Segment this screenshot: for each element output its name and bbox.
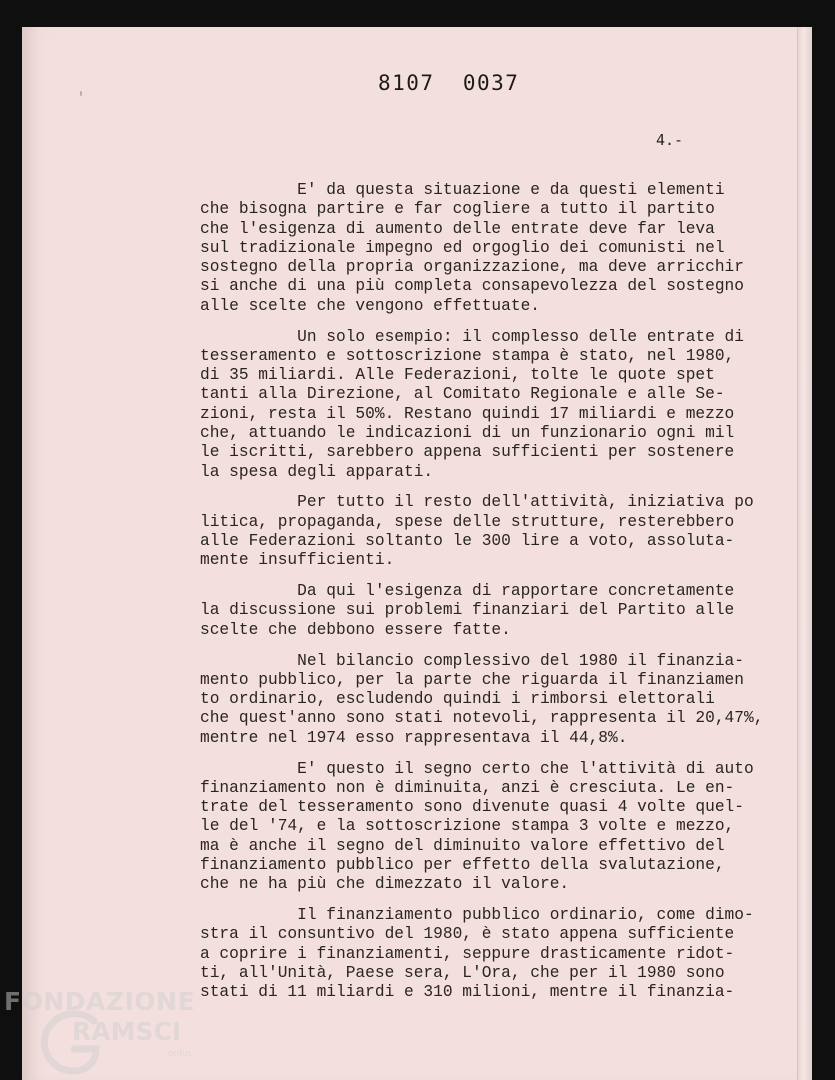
text-line: scelte che debbono essere fatte. bbox=[200, 620, 511, 639]
text-line: ma è anche il segno del diminuito valore effettivo del bbox=[200, 836, 725, 855]
text-line: trate del tesseramento sono divenute quasi 4 volte quel- bbox=[200, 798, 744, 817]
paper-mark bbox=[80, 91, 82, 96]
document-number: 8107 0037 bbox=[378, 71, 520, 95]
paragraph bbox=[200, 652, 800, 748]
watermark-subtitle: RAMSCI bbox=[72, 1017, 182, 1046]
text-line: alle Federazioni soltanto le 300 lire a voto, assoluta- bbox=[200, 532, 735, 551]
text-line: le del '74, e la sottoscrizione stampa 3 volte e mezzo, bbox=[200, 817, 735, 836]
paragraph bbox=[200, 181, 800, 316]
text-line: litica, propaganda, spese delle strutture, resterebbero bbox=[200, 512, 735, 531]
paragraph bbox=[200, 906, 800, 1002]
page-number: 4.- bbox=[656, 131, 684, 149]
paragraph bbox=[200, 760, 800, 895]
body-text bbox=[200, 181, 800, 1014]
text-line: la spesa degli apparati. bbox=[200, 462, 434, 481]
text-line: che bisogna partire e far cogliere a tutto il partito bbox=[200, 200, 715, 219]
text-line: si anche di una più completa consapevolezza del sostegno bbox=[200, 277, 744, 296]
text-line: di 35 miliardi. Alle Federazioni, tolte le quote spet bbox=[200, 366, 715, 385]
text-line: E' da questa situazione e da questi elementi bbox=[200, 181, 725, 199]
text-line: sul tradizionale impegno ed orgoglio dei comunisti nel bbox=[200, 238, 725, 257]
text-line: Un solo esempio: il complesso delle entrate di bbox=[200, 327, 744, 346]
text-line: che quest'anno sono stati notevoli, rappresenta il 20,47%, bbox=[200, 709, 764, 728]
text-line: mentre nel 1974 esso rappresentava il 44,8%. bbox=[200, 728, 628, 747]
text-line: mento pubblico, per la parte che riguarda il finanziamen bbox=[200, 670, 744, 689]
text-line: che l'esigenza di aumento delle entrate deve far leva bbox=[200, 219, 715, 238]
watermark-title: FONDAZIONE bbox=[4, 987, 196, 1016]
text-line: tanti alla Direzione, al Comitato Regionale e alle Se- bbox=[200, 385, 725, 404]
text-line: ti, all'Unità, Paese sera, L'Ora, che per il 1980 sono bbox=[200, 963, 725, 982]
text-line: le iscritti, sarebbero appena sufficienti per sostenere bbox=[200, 443, 735, 462]
text-line: stati di 11 miliardi e 310 milioni, mentre il finanzia- bbox=[200, 983, 735, 1002]
text-line: sostegno della propria organizzazione, ma deve arricchir bbox=[200, 258, 744, 277]
text-line: finanziamento non è diminuita, anzi è cresciuta. Le en- bbox=[200, 778, 735, 797]
text-line: Il finanziamento pubblico ordinario, come dimo- bbox=[200, 906, 754, 925]
text-line: Da qui l'esigenza di rapportare concretamente bbox=[200, 582, 735, 601]
paragraph bbox=[200, 328, 800, 482]
text-line: che ne ha più che dimezzato il valore. bbox=[200, 875, 570, 894]
text-line: tesseramento e sottoscrizione stampa è stato, nel 1980, bbox=[200, 346, 735, 365]
text-line: a coprire i finanziamenti, seppure drasticamente ridot- bbox=[200, 944, 735, 963]
fondazione-gramsci-watermark bbox=[4, 985, 234, 1080]
watermark-suffix: onlus bbox=[168, 1049, 193, 1059]
text-line: finanziamento pubblico per effetto della svalutazione, bbox=[200, 856, 725, 874]
text-line: E' questo il segno certo che l'attività di auto bbox=[200, 759, 754, 778]
text-line: stra il consuntivo del 1980, è stato appena sufficiente bbox=[200, 925, 735, 944]
text-line: la discussione sui problemi finanziari del Partito alle bbox=[200, 601, 735, 620]
text-line: Per tutto il resto dell'attività, iniziativa po bbox=[200, 493, 754, 512]
text-line: mente insufficienti. bbox=[200, 551, 395, 570]
text-line: che, attuando le indicazioni di un funzionario ogni mil bbox=[200, 424, 735, 443]
text-line: to ordinario, escludendo quindi i rimborsi elettorali bbox=[200, 690, 715, 709]
paragraph bbox=[200, 582, 800, 640]
text-line: Nel bilancio complessivo del 1980 il finanzia- bbox=[200, 651, 744, 670]
text-line: alle scelte che vengono effettuate. bbox=[200, 296, 540, 315]
paragraph bbox=[200, 493, 800, 570]
text-line: zioni, resta il 50%. Restano quindi 17 miliardi e mezzo bbox=[200, 404, 735, 423]
paper-sheet bbox=[22, 27, 812, 1080]
